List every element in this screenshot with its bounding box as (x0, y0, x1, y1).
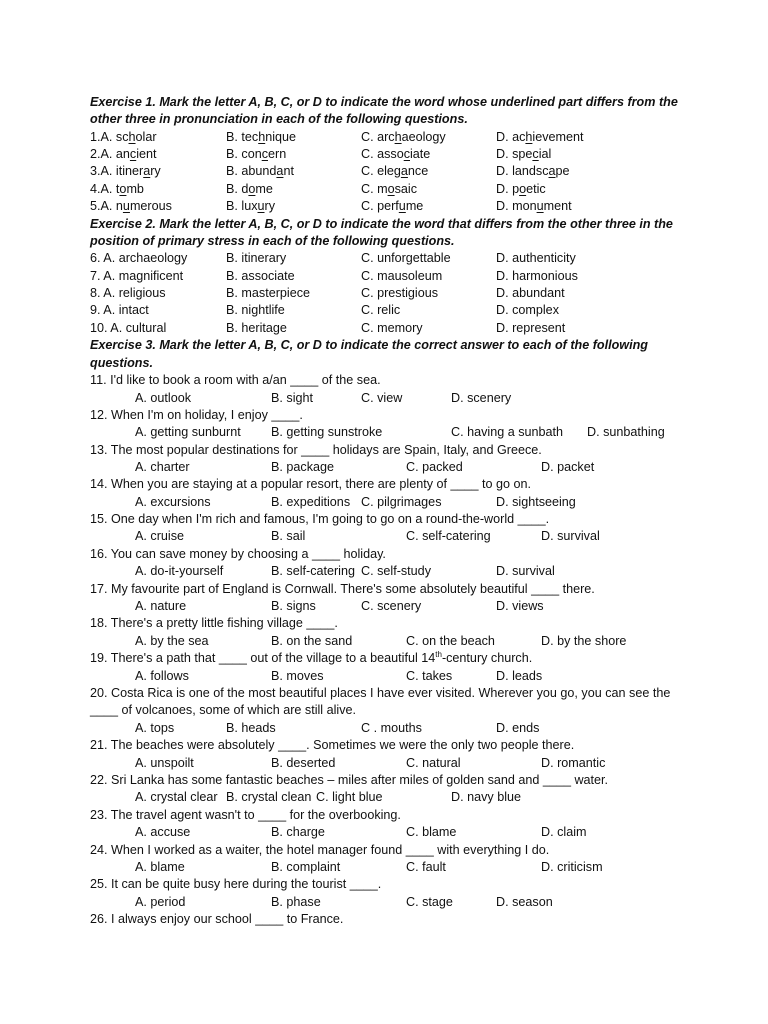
option-a: A. period (135, 895, 186, 909)
question-11: 11. I'd like to book a room with a/an ____ of the sea. (90, 373, 381, 387)
option-b: B. abundant (226, 164, 294, 178)
option-b: B. moves (271, 669, 324, 683)
option-c: C. view (361, 391, 403, 405)
option-d: D. criticism (541, 860, 603, 874)
option-b: B. getting sunstroke (271, 425, 383, 439)
option-d: D. survival (496, 564, 555, 578)
option-b: B. heritage (226, 321, 287, 335)
option-b: B. expeditions (271, 495, 351, 509)
option-b: B. masterpiece (226, 286, 310, 300)
question-16: 16. You can save money by choosing a ____ holiday. (90, 547, 386, 561)
question-15: 15. One day when I'm rich and famous, I'm going to go on a round-the-world ____. (90, 512, 550, 526)
option-d: D. scenery (451, 391, 512, 405)
question-14: 14. When you are staying at a popular resort, there are plenty of ____ to go on. (90, 477, 532, 491)
question-21: 21. The beaches were absolutely ____. Sometimes we were the only two people there. (90, 738, 575, 752)
option-c: C. unforgettable (361, 251, 451, 265)
exercise-2-heading: Exercise 2. Mark the letter A, B, C, or D to indicate the word that differs from the other three in the (90, 217, 673, 231)
option-b: B. nightlife (226, 303, 285, 317)
question-20: 20. Costa Rica is one of the most beautiful places I have ever visited. Wherever you go, you can see the (90, 686, 671, 700)
exercise-1-heading: Exercise 1. Mark the letter A, B, C, or D to indicate the word whose underlined part differs from the (90, 95, 678, 109)
option-d: D. by the shore (541, 634, 627, 648)
question-26: 26. I always enjoy our school ____ to France. (90, 912, 344, 926)
option-a: 7. A. magnificent (90, 269, 184, 283)
option-a: 4.A. tomb (90, 182, 144, 196)
option-c: C . mouths (361, 721, 422, 735)
option-a: 8. A. religious (90, 286, 166, 300)
option-a: A. outlook (135, 391, 192, 405)
option-a: 2.A. ancient (90, 147, 157, 161)
option-d: D. navy blue (451, 790, 522, 804)
option-b: B. associate (226, 269, 295, 283)
question-20-cont: ____ of volcanoes, some of which are still alive. (90, 703, 357, 717)
option-d: D. survival (541, 529, 600, 543)
option-b: B. technique (226, 130, 297, 144)
option-a: A. getting sunburnt (135, 425, 241, 439)
option-d: D. represent (496, 321, 566, 335)
option-b: B. luxury (226, 199, 276, 213)
option-a: A. cruise (135, 529, 184, 543)
option-a: A. by the sea (135, 634, 209, 648)
option-d: D. authenticity (496, 251, 576, 265)
option-b: B. complaint (271, 860, 341, 874)
option-a: 5.A. numerous (90, 199, 172, 213)
option-a: 9. A. intact (90, 303, 149, 317)
option-a: A. accuse (135, 825, 191, 839)
option-d: D. claim (541, 825, 587, 839)
option-c: C. takes (406, 669, 453, 683)
option-a: A. excursions (135, 495, 211, 509)
option-b: B. itinerary (226, 251, 287, 265)
option-c: C. light blue (316, 790, 383, 804)
option-a: A. nature (135, 599, 187, 613)
question-24: 24. When I worked as a waiter, the hotel manager found ____ with everything I do. (90, 843, 550, 857)
option-d: D. views (496, 599, 544, 613)
option-d: D. poetic (496, 182, 546, 196)
question-18: 18. There's a pretty little fishing village ____. (90, 616, 338, 630)
option-b: B. phase (271, 895, 321, 909)
option-a: 3.A. itinerary (90, 164, 161, 178)
option-c: C. archaeology (361, 130, 446, 144)
option-b: B. charge (271, 825, 325, 839)
question-13: 13. The most popular destinations for ____ holidays are Spain, Italy, and Greece. (90, 443, 542, 457)
option-c: C. on the beach (406, 634, 495, 648)
option-a: 1.A. scholar (90, 130, 157, 144)
option-c: C. elegance (361, 164, 429, 178)
option-a: A. follows (135, 669, 189, 683)
option-d: D. sightseeing (496, 495, 576, 509)
exercise-3-heading-cont: questions. (90, 356, 153, 370)
option-d: D. complex (496, 303, 559, 317)
option-d: D. ends (496, 721, 540, 735)
option-c: C. natural (406, 756, 461, 770)
option-d: D. abundant (496, 286, 565, 300)
question-22: 22. Sri Lanka has some fantastic beaches – miles after miles of golden sand and ____ water. (90, 773, 609, 787)
option-c: C. perfume (361, 199, 424, 213)
option-d: D. landscape (496, 164, 570, 178)
option-a: 10. A. cultural (90, 321, 167, 335)
option-a: 6. A. archaeology (90, 251, 188, 265)
option-d: D. leads (496, 669, 543, 683)
option-b: B. concern (226, 147, 287, 161)
option-d: D. special (496, 147, 552, 161)
option-b: B. dome (226, 182, 273, 196)
question-17: 17. My favourite part of England is Cornwall. There's some absolutely beautiful ____ there. (90, 582, 595, 596)
option-a: A. charter (135, 460, 190, 474)
option-b: B. crystal clean (226, 790, 312, 804)
option-c: C. pilgrimages (361, 495, 442, 509)
question-23: 23. The travel agent wasn't to ____ for the overbooking. (90, 808, 401, 822)
option-c: C. mosaic (361, 182, 418, 196)
option-d: D. packet (541, 460, 595, 474)
option-c: C. relic (361, 303, 401, 317)
option-b: B. heads (226, 721, 276, 735)
option-c: C. mausoleum (361, 269, 443, 283)
option-d: D. monument (496, 199, 572, 213)
option-b: B. on the sand (271, 634, 353, 648)
option-c: C. stage (406, 895, 453, 909)
question-19: 19. There's a path that ____ out of the village to a beautiful 14th-century church. (90, 650, 533, 665)
option-a: A. blame (135, 860, 185, 874)
option-c: C. memory (361, 321, 423, 335)
option-b: B. deserted (271, 756, 336, 770)
option-d: D. harmonious (496, 269, 578, 283)
option-c: C. scenery (361, 599, 422, 613)
option-b: B. sail (271, 529, 306, 543)
option-b: B. package (271, 460, 335, 474)
option-d: D. sunbathing (587, 425, 665, 439)
option-c: C. associate (361, 147, 431, 161)
option-b: B. sight (271, 391, 313, 405)
option-a: A. tops (135, 721, 175, 735)
option-d: D. achievement (496, 130, 584, 144)
option-d: D. season (496, 895, 553, 909)
option-a: A. crystal clear (135, 790, 218, 804)
exercise-1-heading-cont: other three in pronunciation in each of the following questions. (90, 112, 468, 126)
option-c: C. having a sunbath (451, 425, 564, 439)
option-d: D. romantic (541, 756, 606, 770)
option-b: B. self-catering (271, 564, 355, 578)
option-c: C. self-catering (406, 529, 491, 543)
option-a: A. unspoilt (135, 756, 194, 770)
option-c: C. prestigious (361, 286, 438, 300)
option-b: B. signs (271, 599, 316, 613)
exercise-2-heading-cont: position of primary stress in each of the following questions. (90, 234, 455, 248)
option-c: C. self-study (361, 564, 431, 578)
option-a: A. do-it-yourself (135, 564, 224, 578)
option-c: C. fault (406, 860, 446, 874)
question-25: 25. It can be quite busy here during the tourist ____. (90, 877, 382, 891)
option-c: C. blame (406, 825, 457, 839)
question-12: 12. When I'm on holiday, I enjoy ____. (90, 408, 303, 422)
exercise-3-heading: Exercise 3. Mark the letter A, B, C, or D to indicate the correct answer to each of the following (90, 338, 648, 352)
option-c: C. packed (406, 460, 463, 474)
